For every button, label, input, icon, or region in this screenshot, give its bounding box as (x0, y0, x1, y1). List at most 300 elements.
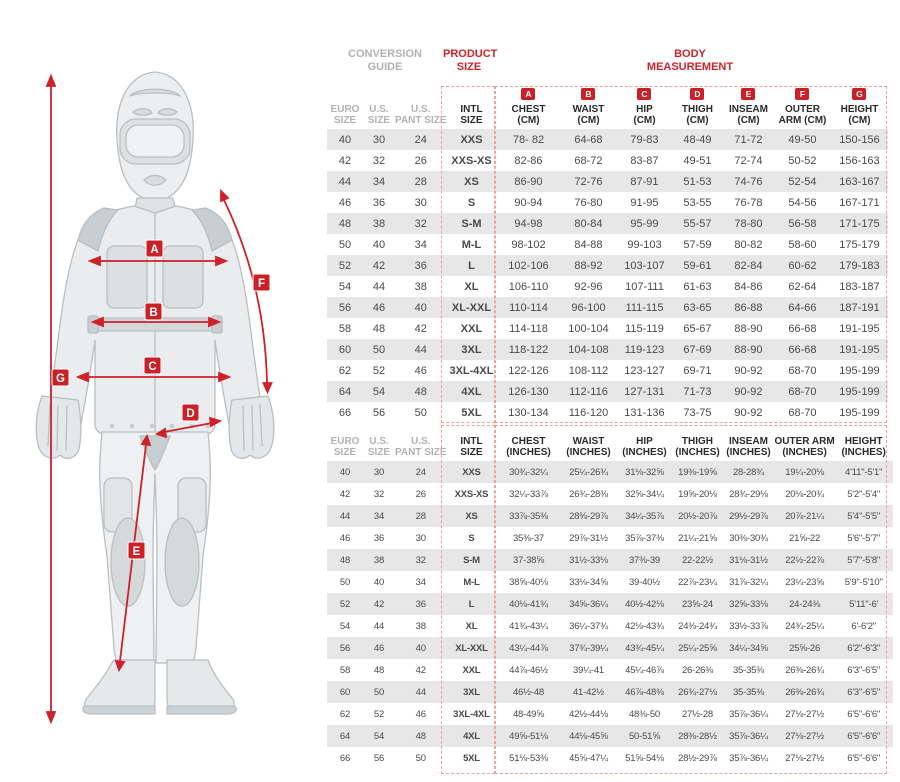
helmet-vent-left (133, 109, 152, 115)
col-header-pant (395, 424, 446, 461)
measurement-value: 27½-28 (681, 708, 713, 720)
measurement-value: 35⅞-37⅜ (625, 532, 664, 544)
size-row-xxs (327, 461, 893, 483)
intl-size: XL (465, 620, 478, 632)
header-line: (INCHES) (622, 447, 667, 458)
euro-size: 46 (338, 196, 352, 209)
measurement-value: 6'5"-6'6" (847, 708, 881, 720)
measurement-value: 73-75 (683, 406, 712, 419)
measurement-value: 53-55 (683, 196, 712, 209)
us-size: 34 (363, 171, 395, 192)
intl-size: XXS-XS (451, 154, 492, 167)
header-line: OUTER (784, 104, 820, 115)
header-line: (INCHES) (782, 447, 827, 458)
header-line: THIGH (681, 104, 714, 115)
measure-label-thigh (182, 404, 199, 421)
us-pant-size: 30 (415, 532, 426, 544)
header-line: ARM (CM) (778, 115, 827, 126)
us-pant-size: 50 (415, 752, 426, 764)
header-line: (CM) (633, 115, 656, 126)
letter-badge-e: E (741, 88, 755, 100)
col-header-euro (327, 102, 363, 129)
measurement-value: 5'11"-6' (835, 593, 893, 615)
measure-label-height (52, 369, 69, 386)
measurement-value: 119-123 (616, 339, 672, 360)
measurement-value: 26-26⅜ (681, 664, 713, 676)
header-line: CHEST (511, 436, 546, 447)
euro-size: 54 (338, 280, 352, 293)
measurement-value: 126-130 (496, 381, 560, 402)
us-pant-size: 44 (395, 339, 446, 360)
us-pant-size: 28 (395, 171, 446, 192)
euro-size: 48 (327, 549, 363, 571)
header-line: SIZE (460, 115, 483, 126)
measurement-value: 127-131 (616, 381, 672, 402)
measurement-value: 68-70 (774, 381, 830, 402)
size-row-xl (327, 276, 888, 297)
us-pant-size: 42 (415, 664, 426, 676)
badge-spacer (446, 84, 496, 102)
goggles-lens (126, 125, 184, 157)
header-line: WAIST (572, 436, 605, 447)
euro-size: 60 (327, 339, 363, 360)
size-row-m-l (327, 234, 888, 255)
size-row-xxl (327, 659, 893, 681)
header-line: INSEAM (729, 436, 768, 447)
us-size: 46 (363, 297, 395, 318)
header-line: (INCHES) (841, 447, 886, 458)
measurement-value: 6'5"-6'6" (847, 752, 881, 764)
measurement-value: 34⅝-36¼ (560, 593, 616, 615)
measurement-value: 90-92 (734, 406, 763, 419)
measurement-value: 40⅛-41¾ (496, 593, 560, 615)
measurement-value: 35⅞-36¼ (722, 725, 774, 747)
measurement-value: 43¾-45¼ (616, 637, 672, 659)
measurement-value: 66-68 (774, 339, 830, 360)
us-size: 48 (373, 664, 385, 676)
euro-size: 48 (327, 213, 363, 234)
intl-size: S-M (446, 213, 496, 234)
col-header-inseam (722, 424, 774, 461)
measurement-value: 78- 82 (496, 129, 560, 150)
measurement-value: 83-87 (630, 154, 659, 167)
euro-size: 62 (339, 708, 351, 720)
measurement-value: 26⅜-26¾ (774, 681, 834, 703)
measurement-value: 49⅝-51⅛ (496, 725, 560, 747)
us-pant-size: 36 (395, 593, 446, 615)
table-group-headers (327, 48, 885, 73)
measurement-value: 112-116 (560, 381, 616, 402)
size-row-3xl (327, 681, 893, 703)
header-line: THIGH (681, 436, 714, 447)
header-line: (CM) (737, 115, 760, 126)
intl-size: XL (464, 280, 479, 293)
intl-size: 3XL-4XL (453, 708, 490, 720)
size-row-3xl-4xl (327, 703, 893, 725)
measurement-value: 86-90 (496, 171, 560, 192)
product-size-label: PRODUCT SIZE (443, 48, 498, 73)
measurement-value: 44⅞-46½ (509, 664, 548, 676)
measurement-value: 79-83 (616, 129, 672, 150)
letter-badge-cell (616, 84, 672, 102)
measurement-value: 32⅝-33⅛ (722, 593, 774, 615)
measurement-value: 72-74 (734, 154, 763, 167)
measurement-value: 187-191 (830, 297, 888, 318)
euro-size: 40 (327, 461, 363, 483)
measurement-value: 191-195 (830, 339, 888, 360)
measurement-value: 19⅝-20⅛ (678, 488, 717, 500)
boot-right (167, 660, 234, 712)
measurement-value: 86-88 (722, 297, 774, 318)
measurement-value: 103-107 (616, 255, 672, 276)
measurement-value: 28¾-29⅛ (729, 488, 768, 500)
measurement-value: 62-64 (788, 280, 817, 293)
euro-size: 66 (338, 406, 352, 419)
col-header-intl (446, 102, 496, 129)
header-line: (INCHES) (506, 447, 551, 458)
measurement-value: 183-187 (839, 280, 880, 293)
measurement-value: 102-106 (496, 255, 560, 276)
euro-size: 60 (327, 681, 363, 703)
measurement-value: 56-58 (774, 213, 830, 234)
letter-badge-cell (830, 84, 888, 102)
chest-pocket-right (163, 246, 203, 308)
us-pant-size: 40 (395, 637, 446, 659)
measurement-value: 71-72 (722, 129, 774, 150)
measurement-value: 20⅞-21¼ (774, 505, 834, 527)
measurement-value: 27⅛-27½ (785, 708, 824, 720)
intl-size: 3XL (446, 681, 496, 703)
measurement-value: 51-53 (672, 171, 722, 192)
measurement-value: 31⅛-32⅝ (616, 461, 672, 483)
header-line: INSEAM (729, 104, 768, 115)
us-size: 36 (372, 196, 386, 209)
us-size: 30 (363, 129, 395, 150)
us-pant-size: 34 (415, 576, 426, 588)
measurement-value: 46½-48 (496, 681, 560, 703)
us-pant-size: 50 (414, 406, 427, 419)
measurement-value: 114-118 (509, 322, 548, 335)
us-pant-size: 44 (395, 681, 446, 703)
measurement-value: 88-90 (722, 339, 774, 360)
measurement-value: 5'9"-5'10" (844, 576, 883, 588)
measurement-value: 118-122 (496, 339, 560, 360)
measurement-value: 76-78 (734, 196, 763, 209)
measurement-value: 6'2"-6'3" (835, 637, 893, 659)
us-pant-size: 36 (395, 255, 446, 276)
size-row-xxs-xs (327, 150, 888, 171)
size-row-xl (327, 615, 893, 637)
rider-illustration (36, 72, 274, 714)
measurement-value: 49-51 (683, 154, 712, 167)
measurement-value: 61-63 (683, 280, 712, 293)
measurement-value: 37-38⅝ (496, 549, 560, 571)
measurement-value: 90-92 (722, 381, 774, 402)
measure-label-chest (146, 240, 163, 257)
size-row-xs (327, 171, 888, 192)
measurement-value: 24⅜-24¾ (678, 620, 717, 632)
euro-size: 58 (338, 322, 352, 335)
header-line: HIP (636, 436, 653, 447)
letter-badge-f: F (795, 88, 809, 100)
size-row-xxl (327, 318, 888, 339)
svg-text:A: A (150, 244, 159, 256)
euro-size: 56 (327, 297, 363, 318)
euro-size: 52 (327, 255, 363, 276)
col-header-waist (560, 102, 616, 129)
measurement-value: 20⅛-20¾ (785, 488, 824, 500)
measurement-value: 31⅛-31½ (722, 549, 774, 571)
us-size: 52 (373, 708, 385, 720)
measurement-value: 33⅞-35⅜ (496, 505, 560, 527)
us-pant-size: 30 (414, 196, 427, 209)
measurement-value: 55-57 (672, 213, 722, 234)
measurement-value: 5'4"-5'5" (835, 505, 893, 527)
chest-pocket-left (107, 246, 147, 308)
measurement-value: 39¼-41 (572, 664, 604, 676)
measurement-value: 179-183 (830, 255, 888, 276)
col-header-us (363, 102, 395, 129)
col-header-euro (327, 424, 363, 461)
size-row-xxs-xs (327, 483, 893, 505)
measurement-value: 74-76 (722, 171, 774, 192)
measurement-value: 150-156 (830, 129, 888, 150)
us-size: 32 (373, 488, 385, 500)
measurement-value: 64-66 (774, 297, 830, 318)
measurement-value: 41¾-43¼ (509, 620, 548, 632)
us-size: 56 (372, 406, 386, 419)
measurement-value: 22⅞-23¼ (678, 576, 717, 588)
measurement-value: 67-69 (672, 339, 722, 360)
measurement-value: 48-49 (672, 129, 722, 150)
us-pant-size: 48 (395, 381, 446, 402)
body-measurement-label: BODY MEASUREMENT (646, 48, 734, 73)
glove-right (229, 396, 274, 458)
measurement-value: 28⅜-28½ (672, 725, 722, 747)
measurement-value: 19⅜-19⅝ (672, 461, 722, 483)
measurement-value: 122-126 (508, 364, 549, 377)
us-size: 52 (372, 364, 386, 377)
size-row-xxs (327, 129, 888, 150)
measurement-value: 29⅞-31½ (569, 532, 608, 544)
col-header-height (835, 424, 893, 461)
measurement-value: 88-92 (560, 255, 616, 276)
us-pant-size: 28 (395, 505, 446, 527)
measurement-value: 167-171 (839, 196, 880, 209)
size-row-4xl (327, 725, 893, 747)
size-row-l (327, 255, 888, 276)
intl-size: XXS (446, 129, 496, 150)
us-size: 40 (372, 238, 386, 251)
measurement-value: 82-86 (514, 154, 543, 167)
badge-spacer (395, 84, 446, 102)
measurement-value: 65-67 (683, 322, 712, 335)
measurement-value: 59-61 (672, 255, 722, 276)
measurement-value: 50-51⅝ (616, 725, 672, 747)
measurement-value: 90-94 (514, 196, 543, 209)
measurement-value: 48⅜-50 (628, 708, 660, 720)
us-pant-size: 24 (395, 461, 446, 483)
letter-badge-cell (774, 84, 830, 102)
measurement-value: 68-72 (574, 154, 603, 167)
size-row-s (327, 192, 888, 213)
header-line: (INCHES) (566, 447, 611, 458)
measurement-value: 40½-42⅛ (616, 593, 672, 615)
belt-buckle-left (88, 316, 98, 333)
euro-size: 64 (327, 725, 363, 747)
euro-size: 56 (327, 637, 363, 659)
header-line: (INCHES) (726, 447, 771, 458)
us-size: 42 (363, 255, 395, 276)
intl-size: XXL (460, 322, 483, 335)
letter-badge-cell (722, 84, 774, 102)
size-row-xl-xxl (327, 637, 893, 659)
col-header-thigh (672, 102, 722, 129)
measurement-value: 29½-29⅞ (722, 505, 774, 527)
measurement-value: 64-68 (560, 129, 616, 150)
measurement-value: 175-179 (839, 238, 880, 251)
letter-badge-cell (560, 84, 616, 102)
measurement-value: 24¾-25¼ (785, 620, 824, 632)
us-pant-size: 34 (414, 238, 427, 251)
measurement-value: 22-22½ (672, 549, 722, 571)
measurement-value: 35-35⅜ (722, 681, 774, 703)
us-pant-size: 48 (395, 725, 446, 747)
svg-text:D: D (186, 408, 195, 420)
measurement-value: 95-99 (616, 213, 672, 234)
intl-size: M-L (461, 238, 482, 251)
us-pant-size: 40 (395, 297, 446, 318)
measurement-value: 21¼-21⅝ (678, 532, 717, 544)
us-pant-size: 26 (414, 154, 427, 167)
us-pant-size: 32 (395, 213, 446, 234)
header-line: PANT SIZE (395, 447, 447, 458)
boot-left-sole (83, 706, 155, 714)
measurement-value: 131-136 (624, 406, 665, 419)
glove-left (36, 396, 81, 458)
col-header-inseam (722, 102, 774, 129)
measurement-value: 66-68 (788, 322, 817, 335)
measurement-value: 68-70 (788, 406, 817, 419)
us-pant-size: 38 (414, 280, 427, 293)
header-line: EURO (330, 104, 360, 115)
conversion-guide-label: CONVERSION GUIDE (348, 48, 422, 73)
size-row-xs (327, 505, 893, 527)
header-line: (INCHES) (675, 447, 720, 458)
svg-text:B: B (149, 307, 158, 319)
us-size: 34 (363, 505, 395, 527)
col-header-chest (496, 424, 560, 461)
measurement-value: 76-80 (574, 196, 603, 209)
us-pant-size: 42 (414, 322, 427, 335)
knee-panel-right (165, 518, 199, 606)
svg-text:G: G (56, 373, 65, 385)
measurement-value: 32¼-33⅞ (509, 488, 548, 500)
measurement-value: 35⅞-36¼ (729, 752, 768, 764)
measurement-value: 72-76 (560, 171, 616, 192)
measurement-value: 156-163 (839, 154, 880, 167)
measurement-value: 31⅞-32¼ (729, 576, 768, 588)
measurement-value: 26⅜-26¾ (785, 664, 824, 676)
measurement-value: 44⅛-45⅝ (560, 725, 616, 747)
letter-badge-b: B (581, 88, 595, 100)
measurement-value: 6'5"-6'6" (835, 725, 893, 747)
measurement-value: 25¼-25⅝ (672, 637, 722, 659)
measurement-value: 35-35⅜ (732, 664, 764, 676)
measurement-value: 163-167 (830, 171, 888, 192)
measurement-value: 63-65 (672, 297, 722, 318)
euro-size: 44 (327, 171, 363, 192)
us-pant-size: 38 (415, 620, 426, 632)
intl-size: S-M (446, 549, 496, 571)
measurement-value: 26¾-28⅜ (569, 488, 608, 500)
header-line: (CM) (686, 115, 709, 126)
header-line: U.S. (369, 104, 389, 115)
measurement-value: 21⅝-22 (789, 532, 821, 544)
measurement-value: 52-54 (774, 171, 830, 192)
measurement-value: 45¼-46⅞ (625, 664, 664, 676)
badge-spacer (327, 84, 363, 102)
size-chart (325, 0, 900, 782)
measurement-value: 25¼-26¾ (560, 461, 616, 483)
measurement-value: 5'2"-5'4" (847, 488, 881, 500)
measurement-value: 35⅜-37 (512, 532, 544, 544)
col-header-pant (395, 102, 446, 129)
us-size: 30 (363, 461, 395, 483)
header-line: SIZE (333, 115, 357, 126)
measurement-value: 171-175 (830, 213, 888, 234)
measurement-value: 36¼-37¾ (569, 620, 608, 632)
measurement-value: 84-86 (734, 280, 763, 293)
measurement-value: 91-95 (630, 196, 659, 209)
measurement-value: 54-56 (788, 196, 817, 209)
intl-size: S (468, 532, 475, 544)
measurement-value: 100-104 (568, 322, 609, 335)
us-pant-size: 32 (395, 549, 446, 571)
col-header-outer-arm (774, 424, 834, 461)
header-line: CHEST (511, 104, 546, 115)
measurement-value: 4'11"-5'1" (835, 461, 893, 483)
intl-size: XXS (446, 461, 496, 483)
rider-measurement-diagram (0, 0, 325, 782)
intl-size: L (446, 593, 496, 615)
header-line: SIZE (367, 115, 391, 126)
us-size: 56 (373, 752, 385, 764)
header-line: EURO (330, 436, 360, 447)
euro-size: 50 (338, 238, 352, 251)
letter-badge-cell (496, 84, 560, 102)
col-header-outer (774, 102, 830, 129)
measurement-value: 49-50 (774, 129, 830, 150)
badge-spacer (363, 84, 395, 102)
measurement-value: 57-59 (683, 238, 712, 251)
measurement-value: 25⅝-26 (774, 637, 834, 659)
measurement-value: 123-127 (624, 364, 665, 377)
measurement-value: 71-73 (672, 381, 722, 402)
measurement-value: 51⅛-53⅜ (509, 752, 548, 764)
col-header-intl (446, 424, 496, 461)
us-size: 48 (372, 322, 386, 335)
header-line: WAIST (572, 104, 605, 115)
measurement-value: 22½-22⅞ (774, 549, 834, 571)
measurement-value: 5'6"-5'7" (847, 532, 881, 544)
intl-size: L (446, 255, 496, 276)
measurement-value: 104-108 (560, 339, 616, 360)
measurement-value: 20½-20⅞ (672, 505, 722, 527)
col-header-chest (496, 102, 560, 129)
measurement-value: 5'7"-5'8" (835, 549, 893, 571)
measurement-value: 58-60 (788, 238, 817, 251)
